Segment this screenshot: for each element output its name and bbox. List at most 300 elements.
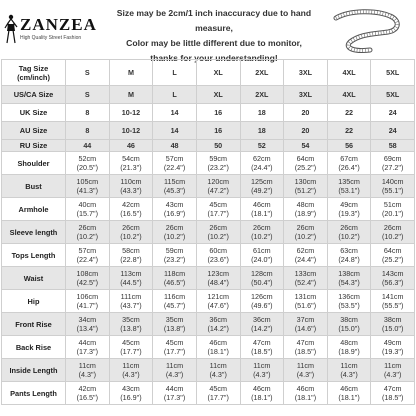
inch-value: (17.7") [120,347,142,356]
cm-value: 64cm [296,154,315,163]
cm-value: 54cm [122,154,140,163]
inch-value: (43.7") [120,301,142,310]
size-cell: S [66,86,110,104]
notice-line: Color may be little different due to monitor, [126,38,302,48]
inch-value: (10.2") [207,232,229,241]
inch-value: (45.3") [163,186,186,195]
measurement-cell [153,244,197,267]
measurement-label: Tops Length [2,244,66,267]
inch-value: (17.3") [76,347,98,356]
measurement-cell [371,175,415,198]
measurement-cell [153,152,197,175]
header [0,0,416,63]
size-row [2,140,415,152]
inch-value: (13.8") [163,324,186,333]
cm-value: 131cm [294,292,317,301]
inch-value: (10.2") [382,232,404,241]
measurement-cell [284,382,328,405]
measurement-cell [153,290,197,313]
inch-value: (18.9") [294,209,317,218]
inch-value: (13.8") [120,324,142,333]
measurement-row [2,359,415,382]
cm-value: 11cm [340,361,358,370]
size-cell: 8 [66,104,110,122]
cm-value: 26cm [296,223,315,232]
inch-value: (24.4") [294,255,317,264]
measurement-cell [240,382,284,405]
cm-value: 48cm [340,338,358,347]
size-cell: 22 [327,122,371,140]
measurement-label: Bust [2,175,66,198]
cm-value: 38cm [340,315,358,324]
inch-value: (10.2") [120,232,142,241]
measurement-cell [284,359,328,382]
measurement-cell [240,152,284,175]
measurement-cell [371,267,415,290]
inch-value: (51.2") [294,186,317,195]
measurement-label: Shoulder [2,152,66,175]
measurement-cell [196,336,240,359]
inch-value: (16.9") [120,393,142,402]
size-cell: 3XL [284,60,328,86]
cm-value: 11cm [253,361,271,370]
cm-value: 46cm [296,384,315,393]
inch-value: (47.2") [207,186,229,195]
inch-value: (53.5") [338,301,360,310]
measurement-cell [196,198,240,221]
size-cell: 58 [371,140,415,152]
cm-value: 46cm [209,338,227,347]
measurement-label: Sleeve length [2,221,66,244]
measurement-cell [153,313,197,336]
inch-value: (10.2") [76,232,98,241]
inch-value: (23.2") [207,163,229,172]
measurement-cell [153,359,197,382]
size-cell: L [153,86,197,104]
inch-value: (22.4") [76,255,98,264]
inch-value: (50.4") [251,278,273,287]
cm-value: 108cm [76,269,99,278]
notice-line: Size may be 2cm/1 inch inaccuracy due to hand measure, [116,8,312,33]
cm-value: 46cm [340,384,358,393]
inch-value: (54.3") [338,278,360,287]
measurement-cell [153,221,197,244]
cm-value: 111cm [120,292,142,301]
size-cell: XL [196,60,240,86]
cm-value: 26cm [253,223,271,232]
cm-value: 43cm [165,200,184,209]
measurement-cell [327,198,371,221]
cm-value: 47cm [383,384,402,393]
measurement-row [2,267,415,290]
measurement-cell [240,290,284,313]
measurement-cell [371,244,415,267]
size-cell: 16 [196,122,240,140]
inch-value: (18.1") [251,209,273,218]
measurement-cell [66,290,110,313]
cm-value: 26cm [78,223,97,232]
cm-value: 61cm [253,246,271,255]
size-cell: 20 [284,104,328,122]
brand-name: ZANZEA [20,15,97,34]
cm-value: 136cm [338,292,360,301]
cm-value: 106cm [76,292,99,301]
size-cell: 50 [196,140,240,152]
measurement-cell [196,175,240,198]
size-cell: 14 [153,104,197,122]
cm-value: 57cm [165,154,184,163]
size-cell: 2XL [240,86,284,104]
measurement-cell [153,267,197,290]
inch-value: (18.5") [251,347,273,356]
measurement-cell [109,198,153,221]
cm-value: 37cm [296,315,315,324]
brand-tagline: High Quality Street Fashion [20,35,82,41]
measurement-row [2,290,415,313]
measurement-label: Front Rise [2,313,66,336]
measurement-row [2,244,415,267]
cm-value: 116cm [164,292,186,301]
cm-value: 45cm [165,338,184,347]
cm-value: 35cm [165,315,184,324]
size-cell: M [109,86,153,104]
cm-value: 11cm [166,361,184,370]
cm-value: 38cm [383,315,402,324]
cm-value: 125cm [251,177,273,186]
cm-value: 26cm [165,223,184,232]
inch-value: (14.2") [251,324,273,333]
measurement-cell [196,267,240,290]
inch-value: (17.3") [163,393,186,402]
size-cell: L [153,60,197,86]
inch-value: (55.1") [382,186,404,195]
cm-value: 45cm [122,338,140,347]
cm-value: 51cm [383,200,402,209]
row-label: Tag Size (cm/inch) [2,60,66,86]
size-cell: M [109,60,153,86]
size-cell: 3XL [284,86,328,104]
row-label: US/CA Size [2,86,66,104]
inch-value: (20.1") [382,209,404,218]
cm-value: 11cm [384,361,402,370]
measurement-cell [109,152,153,175]
size-cell: 46 [109,140,153,152]
measurement-row [2,175,415,198]
cm-value: 115cm [164,177,186,186]
measurement-cell [109,290,153,313]
model-figure-icon [4,14,18,44]
cm-value: 140cm [381,177,404,186]
cm-value: 35cm [122,315,140,324]
cm-value: 46cm [253,384,271,393]
measurement-cell [66,152,110,175]
inch-value: (18.5") [382,393,404,402]
size-cell: 2XL [240,60,284,86]
size-notice [104,6,324,66]
inch-value: (41.7") [76,301,98,310]
measurement-cell [327,175,371,198]
inch-value: (18.5") [294,347,317,356]
measurement-cell [327,290,371,313]
measurement-cell [284,175,328,198]
cm-value: 59cm [209,154,227,163]
inch-value: (55.5") [382,301,404,310]
inch-value: (15.0") [382,324,404,333]
brand-logo [4,14,104,54]
measurement-row [2,336,415,359]
cm-value: 44cm [165,384,184,393]
inch-value: (21.3") [120,163,142,172]
cm-value: 133cm [294,269,317,278]
inch-value: (15.7") [76,209,98,218]
cm-value: 26cm [383,223,402,232]
inch-value: (4.3") [78,370,96,379]
inch-value: (16.5") [120,209,142,218]
measurement-cell [109,244,153,267]
row-label: RU Size [2,140,66,152]
measurement-cell [327,313,371,336]
inch-value: (10.2") [163,232,186,241]
inch-value: (10.2") [338,232,360,241]
measurement-cell [327,382,371,405]
cm-value: 126cm [251,292,273,301]
cm-value: 141cm [381,292,404,301]
measurement-cell [284,244,328,267]
cm-value: 49cm [340,200,358,209]
size-cell: 8 [66,122,110,140]
measurement-cell [153,175,197,198]
size-cell: 16 [196,104,240,122]
size-cell: 10-12 [109,104,153,122]
size-row [2,104,415,122]
inch-value: (52.4") [294,278,317,287]
cm-value: 130cm [294,177,317,186]
cm-value: 120cm [207,177,229,186]
cm-value: 118cm [164,269,186,278]
size-cell: 22 [327,104,371,122]
size-cell: 52 [240,140,284,152]
inch-value: (22.4") [163,163,186,172]
measurement-label: Waist [2,267,66,290]
measurement-cell [371,221,415,244]
measurement-cell [240,221,284,244]
measurement-cell [109,359,153,382]
size-cell: 24 [371,104,415,122]
inch-value: (17.7") [163,347,186,356]
size-cell: 4XL [327,60,371,86]
measurement-cell [327,221,371,244]
inch-value: (18.9") [338,347,360,356]
inch-value: (26.4") [338,163,360,172]
size-chart-table [1,59,415,405]
cm-value: 62cm [253,154,271,163]
measurement-cell [284,267,328,290]
measurement-cell [284,313,328,336]
measurement-cell [327,359,371,382]
cm-value: 60cm [209,246,227,255]
size-cell: 4XL [327,86,371,104]
inch-value: (24.8") [338,255,360,264]
cm-value: 64cm [383,246,402,255]
inch-value: (49.2") [251,186,273,195]
cm-value: 128cm [251,269,273,278]
measurement-cell [240,359,284,382]
inch-value: (17.7") [207,393,229,402]
measurement-cell [66,175,110,198]
size-cell: 18 [240,122,284,140]
inch-value: (18.1") [251,393,273,402]
inch-value: (14.2") [207,324,229,333]
measurement-row [2,382,415,405]
cm-value: 26cm [209,223,227,232]
inch-value: (23.6") [207,255,229,264]
measurement-cell [109,313,153,336]
inch-value: (45.7") [163,301,186,310]
measurement-cell [196,290,240,313]
measurement-cell [196,244,240,267]
measurement-cell [66,382,110,405]
cm-value: 48cm [296,200,315,209]
measurement-cell [240,244,284,267]
measurement-cell [109,382,153,405]
cm-value: 47cm [296,338,315,347]
measurement-row [2,198,415,221]
cm-value: 113cm [120,269,142,278]
measurement-cell [327,244,371,267]
inch-value: (18.1") [207,347,229,356]
measurement-cell [371,359,415,382]
inch-value: (4.3") [253,370,271,379]
cm-value: 67cm [340,154,358,163]
inch-value: (17.7") [207,209,229,218]
cm-value: 36cm [209,315,227,324]
cm-value: 40cm [78,200,97,209]
cm-value: 121cm [207,292,229,301]
cm-value: 105cm [76,177,99,186]
inch-value: (15.0") [338,324,360,333]
cm-value: 58cm [122,246,140,255]
row-label: AU Size [2,122,66,140]
inch-value: (14.6") [294,324,317,333]
inch-value: (19.3") [382,347,404,356]
measurement-label: Armhole [2,198,66,221]
cm-value: 26cm [340,223,358,232]
size-cell: 44 [66,140,110,152]
inch-value: (22.8") [120,255,142,264]
measurement-label: Inside Length [2,359,66,382]
cm-value: 69cm [383,154,402,163]
row-label: UK Size [2,104,66,122]
inch-value: (13.4") [76,324,98,333]
cm-value: 143cm [381,269,404,278]
notice-line: thanks for your understanding! [150,53,278,63]
size-row [2,86,415,104]
size-cell: 18 [240,104,284,122]
measurement-cell [240,198,284,221]
size-cell: 48 [153,140,197,152]
inch-value: (23.2") [163,255,186,264]
inch-value: (4.3") [340,370,358,379]
cm-value: 62cm [296,246,315,255]
size-cell: 54 [284,140,328,152]
cm-value: 11cm [296,361,314,370]
inch-value: (46.5") [163,278,186,287]
cm-value: 49cm [383,338,402,347]
inch-value: (18.1") [294,393,317,402]
inch-value: (20.5") [76,163,98,172]
size-cell: XL [196,86,240,104]
cm-value: 34cm [78,315,97,324]
inch-value: (48.4") [207,278,229,287]
size-cell: 20 [284,122,328,140]
cm-value: 42cm [122,200,140,209]
cm-value: 57cm [78,246,97,255]
measurement-cell [153,198,197,221]
measurement-cell [284,336,328,359]
cm-value: 52cm [78,154,97,163]
measurement-cell [371,198,415,221]
measurement-label: Back Rise [2,336,66,359]
cm-value: 47cm [253,338,271,347]
inch-value: (4.3") [296,370,315,379]
cm-value: 42cm [78,384,97,393]
measurement-cell [66,336,110,359]
measurement-cell [240,336,284,359]
measurement-row [2,221,415,244]
cm-value: 11cm [209,361,227,370]
cm-value: 45cm [209,200,227,209]
measurement-cell [240,313,284,336]
size-cell: 5XL [371,60,415,86]
inch-value: (4.3") [122,370,140,379]
measurement-cell [66,198,110,221]
measurement-cell [371,336,415,359]
inch-value: (10.2") [294,232,317,241]
inch-value: (4.3") [209,370,227,379]
measurement-cell [153,336,197,359]
measurement-cell [109,175,153,198]
inch-value: (4.3") [165,370,184,379]
measurement-cell [109,221,153,244]
measurement-cell [66,313,110,336]
inch-value: (24.0") [251,255,273,264]
size-cell: S [66,60,110,86]
inch-value: (16.9") [163,209,186,218]
measurement-cell [284,221,328,244]
inch-value: (49.6") [251,301,273,310]
cm-value: 110cm [120,177,142,186]
inch-value: (53.1") [338,186,360,195]
inch-value: (27.2") [382,163,404,172]
measurement-cell [196,152,240,175]
inch-value: (43.3") [120,186,142,195]
size-cell: 14 [153,122,197,140]
measurement-cell [66,221,110,244]
cm-value: 11cm [122,361,140,370]
size-row [2,122,415,140]
measurement-cell [284,152,328,175]
cm-value: 36cm [253,315,271,324]
measurement-cell [240,175,284,198]
cm-value: 43cm [122,384,140,393]
cm-value: 46cm [253,200,271,209]
cm-value: 138cm [338,269,360,278]
size-cell: 10-12 [109,122,153,140]
measurement-cell [66,267,110,290]
inch-value: (44.5") [120,278,142,287]
cm-value: 63cm [340,246,358,255]
measurement-cell [371,313,415,336]
